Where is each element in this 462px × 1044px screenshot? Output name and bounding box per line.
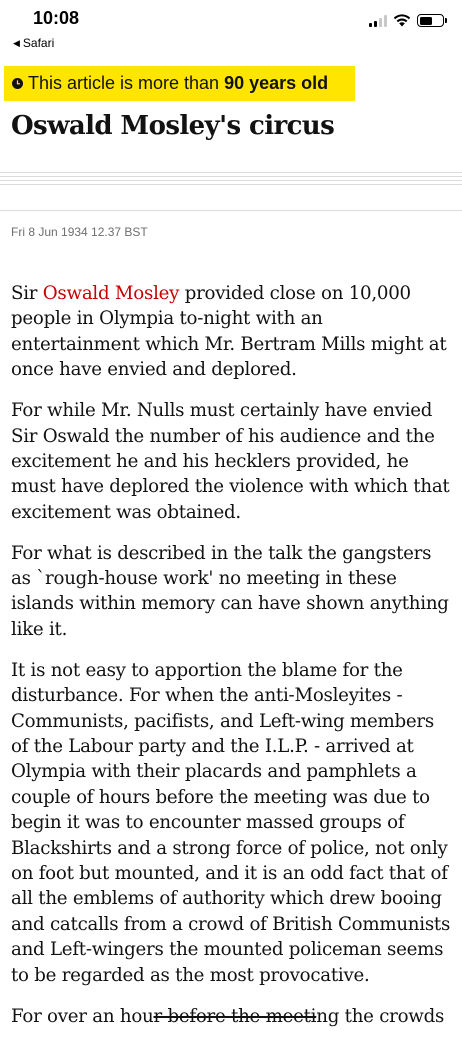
wifi-icon [393,14,411,27]
article-dateline: Fri 8 Jun 1934 12.37 BST [11,225,148,239]
article-headline: Oswald Mosley's circus [11,111,335,141]
status-icons [369,14,444,27]
signal-icon [369,15,387,27]
article-body [11,281,456,1044]
p5-text-start: For over an hou [11,1005,154,1027]
p1-text-start: Sir [11,283,43,304]
status-bar [0,0,462,52]
p5-struck-text: r before the meeti [153,1005,317,1027]
p1-text-end: provided close on 10,000 people in Olympia to-night with an entertainment which Mr. Bertram Mills might at once have envied and deplored. [11,283,447,381]
article-age-badge [4,66,355,101]
age-badge-prefix: This article is more than [28,73,225,93]
paragraph-5 [11,1004,456,1029]
paragraph-1 [11,281,456,383]
paragraph-3: For what is described in the talk the gangsters as `rough-house work' no meeting in these islands within memory can have shown anything like it. [11,542,449,640]
p5-text-end: ng the crowds [316,1005,445,1027]
paragraph-2: For while Mr. Nulls must certainly have envied Sir Oswald the number of his audience and the excitement he and his hecklers provided, he must have deplored the violence with which that excitement was obtained. [11,400,450,523]
age-badge-emphasis: 90 years old [224,73,329,93]
back-app-label: Safari [22,36,55,50]
clock-icon [12,78,23,89]
battery-icon [417,14,444,27]
back-to-safari-button[interactable] [13,36,54,50]
paragraph-4: It is not easy to apportion the blame for the disturbance. For when the anti-Mosleyites - Communists, pacifists, and Left-wing members of the Labour party and the I.L.P. - arrived at Olympia with their placards and pamphlets a couple of hours before the meeting was due to begin it was to encounter massed groups of Blackshirts and a strong force of police, not only on foot but mounted, and it is an odd fact that of all the emblems of authority which drew booing and catcalls from a crowd of British Communists and Left-wingers the mounted policeman seems to be regarded as the most provocative. [11,659,451,986]
headline-divider [0,172,462,188]
status-time: 10:08 [33,8,80,28]
oswald-mosley-link[interactable]: Oswald Mosley [42,283,180,304]
divider-line [0,210,462,211]
back-arrow-icon: ◀ [13,37,20,48]
